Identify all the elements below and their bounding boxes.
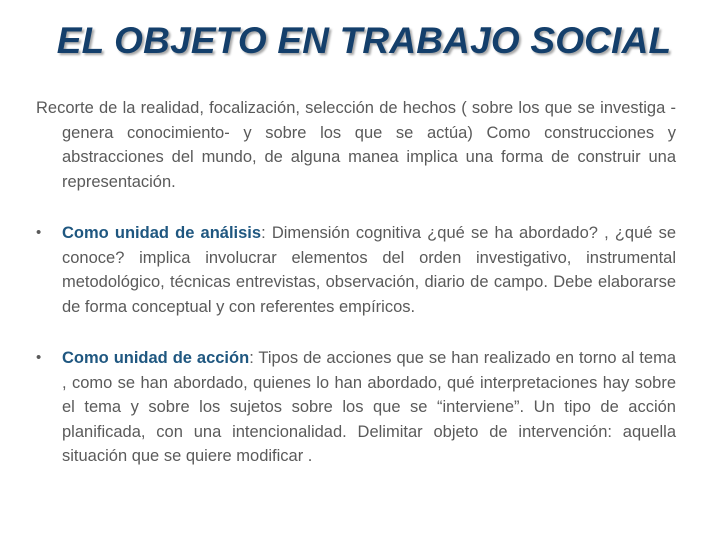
bullet-analysis [36,221,676,319]
bullet-dot-icon: • [36,349,42,366]
bullet-text: : Dimensión cognitiva ¿qué se ha abordado? , ¿qué se conoce? implica involucrar elementos del orden investigativo, instrumental metodológico, técnicas entrevistas, observación, diario de campo. Debe elaborarse de forma conceptual y con referentes empíricos. [62,224,677,316]
bullet-action [36,346,676,469]
bullet-heading: Como unidad de acción [62,349,250,367]
intro-paragraph: Recorte de la realidad, focalización, selección de hechos ( sobre los que se investiga -genera conocimiento- y sobre los que se actúa) Como construcciones y abstracciones del mundo, de alguna manea implica una forma de construir una representación. [36,99,676,191]
bullet-dot-icon: • [36,224,42,241]
bullet-heading: Como unidad de análisis [62,224,262,242]
slide-body [36,96,676,469]
slide-title: EL OBJETO EN TRABAJO SOCIAL [56,20,672,61]
bullet-text: : Tipos de acciones que se han realizado en torno al tema , como se han abordado, quienes lo han abordado, qué interpretaciones hay sobre el tema y sobre los sujetos sobre los que se “interviene”. Un tipo de acción planificada, con una intencionalidad. Delimitar objeto de intervención: aquella situación que se quiere modificar . [62,349,676,465]
